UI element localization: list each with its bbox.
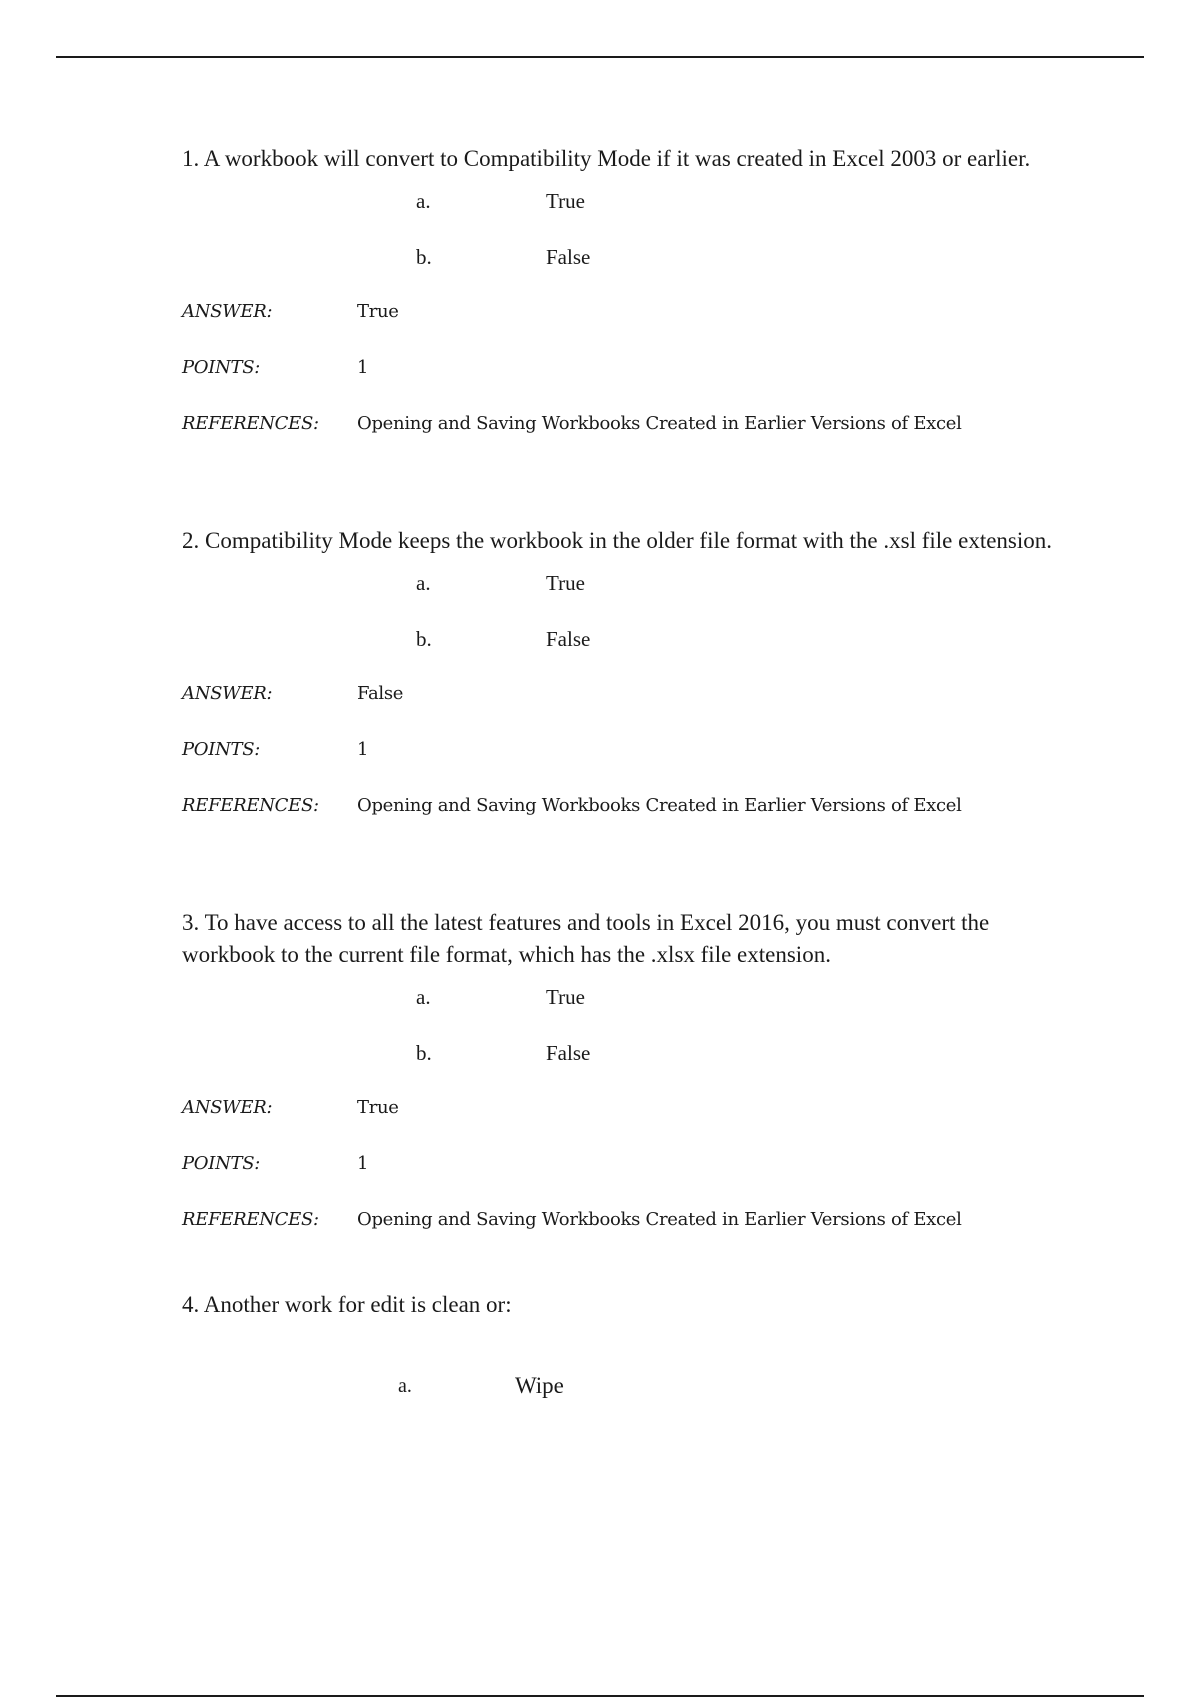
answer-row <box>182 669 1082 725</box>
answer-row <box>182 1083 1082 1139</box>
option-text: Wipe <box>515 1373 564 1398</box>
references-label: REFERENCES: <box>182 413 319 434</box>
option-a <box>182 175 1082 231</box>
references-value: Opening and Saving Workbooks Created in Earlier Versions of Excel <box>357 413 962 434</box>
answer-row <box>182 287 1082 343</box>
bottom-rule <box>56 1695 1144 1697</box>
option-letter: a. <box>416 985 431 1009</box>
option-letter: b. <box>416 245 432 269</box>
question-text: 4. Another work for edit is clean or: <box>182 1292 512 1317</box>
references-value: Opening and Saving Workbooks Created in Earlier Versions of Excel <box>357 795 962 816</box>
references-label: REFERENCES: <box>182 795 319 816</box>
document-page <box>182 143 1082 1489</box>
top-rule <box>56 56 1144 58</box>
points-label: POINTS: <box>182 739 261 760</box>
question-text: 1. A workbook will convert to Compatibility Mode if it was created in Excel 2003 or earlier. <box>182 146 1031 171</box>
option-b <box>182 231 1082 287</box>
question-text: 3. To have access to all the latest features and tools in Excel 2016, you must convert the workbook to the current file format, which has the .xlsx file extension. <box>182 910 990 967</box>
option-b <box>182 1027 1082 1083</box>
question-2 <box>182 525 1082 907</box>
points-label: POINTS: <box>182 357 261 378</box>
answer-value: True <box>357 301 399 322</box>
option-letter: a. <box>398 1375 412 1397</box>
option-text: False <box>546 1041 591 1065</box>
references-row <box>182 1195 1082 1251</box>
option-text: True <box>546 985 585 1009</box>
option-text: False <box>546 627 591 651</box>
option-letter: a. <box>416 571 431 595</box>
option-letter: a. <box>416 189 431 213</box>
question-4 <box>182 1289 1082 1489</box>
option-a <box>182 971 1082 1027</box>
question-3 <box>182 907 1082 1289</box>
answer-value: True <box>357 1097 399 1118</box>
references-row <box>182 399 1082 455</box>
option-text: True <box>546 189 585 213</box>
points-row <box>182 343 1082 399</box>
options-list <box>182 175 1082 287</box>
points-value: 1 <box>357 357 369 378</box>
points-row <box>182 725 1082 781</box>
points-value: 1 <box>357 739 369 760</box>
references-value: Opening and Saving Workbooks Created in Earlier Versions of Excel <box>357 1209 962 1230</box>
options-list <box>182 557 1082 669</box>
points-label: POINTS: <box>182 1153 261 1174</box>
answer-label: ANSWER: <box>182 1097 273 1118</box>
option-text: False <box>546 245 591 269</box>
option-letter: b. <box>416 627 432 651</box>
points-value: 1 <box>357 1153 369 1174</box>
options-list <box>182 1359 1082 1415</box>
points-row <box>182 1139 1082 1195</box>
answer-value: False <box>357 683 404 704</box>
option-letter: b. <box>416 1041 432 1065</box>
answer-label: ANSWER: <box>182 301 273 322</box>
references-row <box>182 781 1082 837</box>
answer-label: ANSWER: <box>182 683 273 704</box>
option-a <box>182 557 1082 613</box>
question-text: 2. Compatibility Mode keeps the workbook in the older file format with the .xsl file extension. <box>182 528 1053 553</box>
question-1 <box>182 143 1082 525</box>
options-list <box>182 971 1082 1083</box>
references-label: REFERENCES: <box>182 1209 319 1230</box>
option-a <box>182 1359 1082 1415</box>
option-b <box>182 613 1082 669</box>
option-text: True <box>546 571 585 595</box>
